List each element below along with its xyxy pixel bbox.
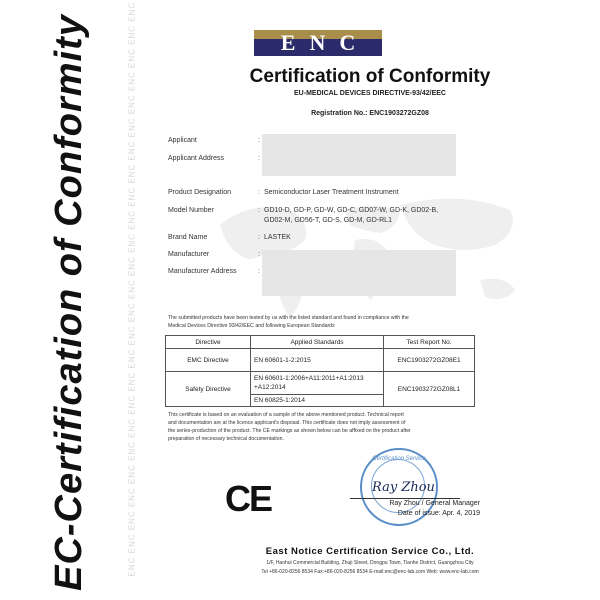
enc-logo: [254, 30, 382, 56]
applicant-label: Applicant: [168, 137, 197, 144]
side-title-text: EC-Certification of Conformity: [47, 14, 90, 591]
watermark-text: ENC ENC ENC ENC ENC ENC ENC ENC ENC ENC ENC ENC ENC ENC ENC ENC ENC ENC ENC ENC ENC ENC ENC ENC ENC: [127, 1, 137, 577]
table-row: [166, 349, 475, 372]
table-row: [166, 372, 475, 395]
brand-colon: :: [258, 234, 260, 241]
applicant-address-colon: :: [258, 155, 260, 162]
manufacturer-label: Manufacturer: [168, 251, 210, 258]
signature-line: [350, 498, 460, 499]
model-colon: :: [258, 207, 260, 214]
watermark-strip: [124, 0, 140, 600]
table-cell: EN 60601-1:2006+A11:2011+A1:2013 +A12:2014: [251, 372, 384, 395]
notice-line: and documentation are at the licence applicant's disposal. This certificate does not imply assessment of: [168, 420, 406, 426]
intro-paragraph: [168, 314, 468, 330]
table-cell: Safety Directive: [166, 372, 251, 407]
manufacturer-address-colon: :: [258, 268, 260, 275]
directive-subtitle: EU-MEDICAL DEVICES DIRECTIVE-93/42/EEC: [294, 90, 446, 97]
applicant-address-label: Applicant Address: [168, 155, 225, 162]
issue-date: Date of issue: Apr. 4, 2019: [397, 510, 480, 517]
signature: Ray Zhou: [372, 480, 435, 495]
applicant-colon: :: [258, 137, 260, 144]
redacted-manufacturer: [262, 250, 456, 296]
model-label: Model Number: [168, 207, 214, 214]
notice-line: preparation of necessary technical documentation.: [168, 436, 284, 442]
table-cell: EN 60601-1-2:2015: [251, 349, 384, 372]
model-line-1: GD10-D, GD-P, GD-W, GD-C, GD07-W, GD-K, GD02-B,: [264, 207, 439, 214]
model-line-2: GD02-M, GD56-T, GD-S, GD-M, GD-RL1: [264, 217, 392, 224]
logo-text: ENC: [280, 30, 370, 55]
standards-table: [165, 335, 475, 407]
table-header: Directive: [166, 336, 251, 349]
footer-address: 1/F, Haohui Commercial Building, Zhuji Street, Dongpu Town, Tianhe District, Guangzhou City: [266, 560, 474, 566]
stamp-text: Certification Service: [372, 456, 426, 462]
table-cell: ENC1903272GZ08L1: [384, 372, 475, 407]
intro-line-1: The submitted products have been tested by us with the listed standard and found in compliance with the: [168, 315, 409, 321]
brand-value: LASTEK: [264, 234, 291, 241]
manufacturer-address-label: Manufacturer Address: [168, 268, 237, 275]
product-colon: :: [258, 189, 260, 196]
table-header: Applied Standards: [251, 336, 384, 349]
table-header: Test Report No.: [384, 336, 475, 349]
product-label: Product Designation: [168, 189, 232, 196]
notice-line: This certificate is based on an evaluation of a sample of the above mentioned product. Technical report: [168, 412, 404, 418]
ce-mark: CE: [225, 478, 272, 519]
registration-number: Registration No.: ENC1903272GZ08: [311, 110, 429, 117]
notice-line: the series-production of the product. The CE markings as shown below can be affixed on the product after: [168, 428, 411, 434]
signer-name: Ray Zhou / General Manager: [389, 500, 480, 507]
table-cell: EMC Directive: [166, 349, 251, 372]
page-title: Certification of Conformity: [249, 66, 491, 87]
product-value: Semiconductor Laser Treatment Instrument: [264, 189, 399, 196]
intro-line-2: Medical Devices Directive 93/42/EEC and following European Standards: [168, 323, 335, 329]
table-cell: EN 60825-1:2014: [251, 395, 384, 407]
redacted-applicant: [262, 134, 456, 176]
manufacturer-colon: :: [258, 251, 260, 258]
table-header-row: [166, 336, 475, 349]
side-title: [14, 14, 124, 591]
footer-contact: Tel +86-020-8256 8534 Fax:+86-020-8256 8534 E-mail:enc@enc-lab.com Web: www.enc-lab.com: [261, 569, 479, 575]
notice-paragraph: [168, 411, 488, 443]
table-cell: ENC1903272GZ08E1: [384, 349, 475, 372]
brand-label: Brand Name: [168, 234, 208, 241]
footer-company: East Notice Certification Service Co., Ltd.: [265, 546, 475, 557]
